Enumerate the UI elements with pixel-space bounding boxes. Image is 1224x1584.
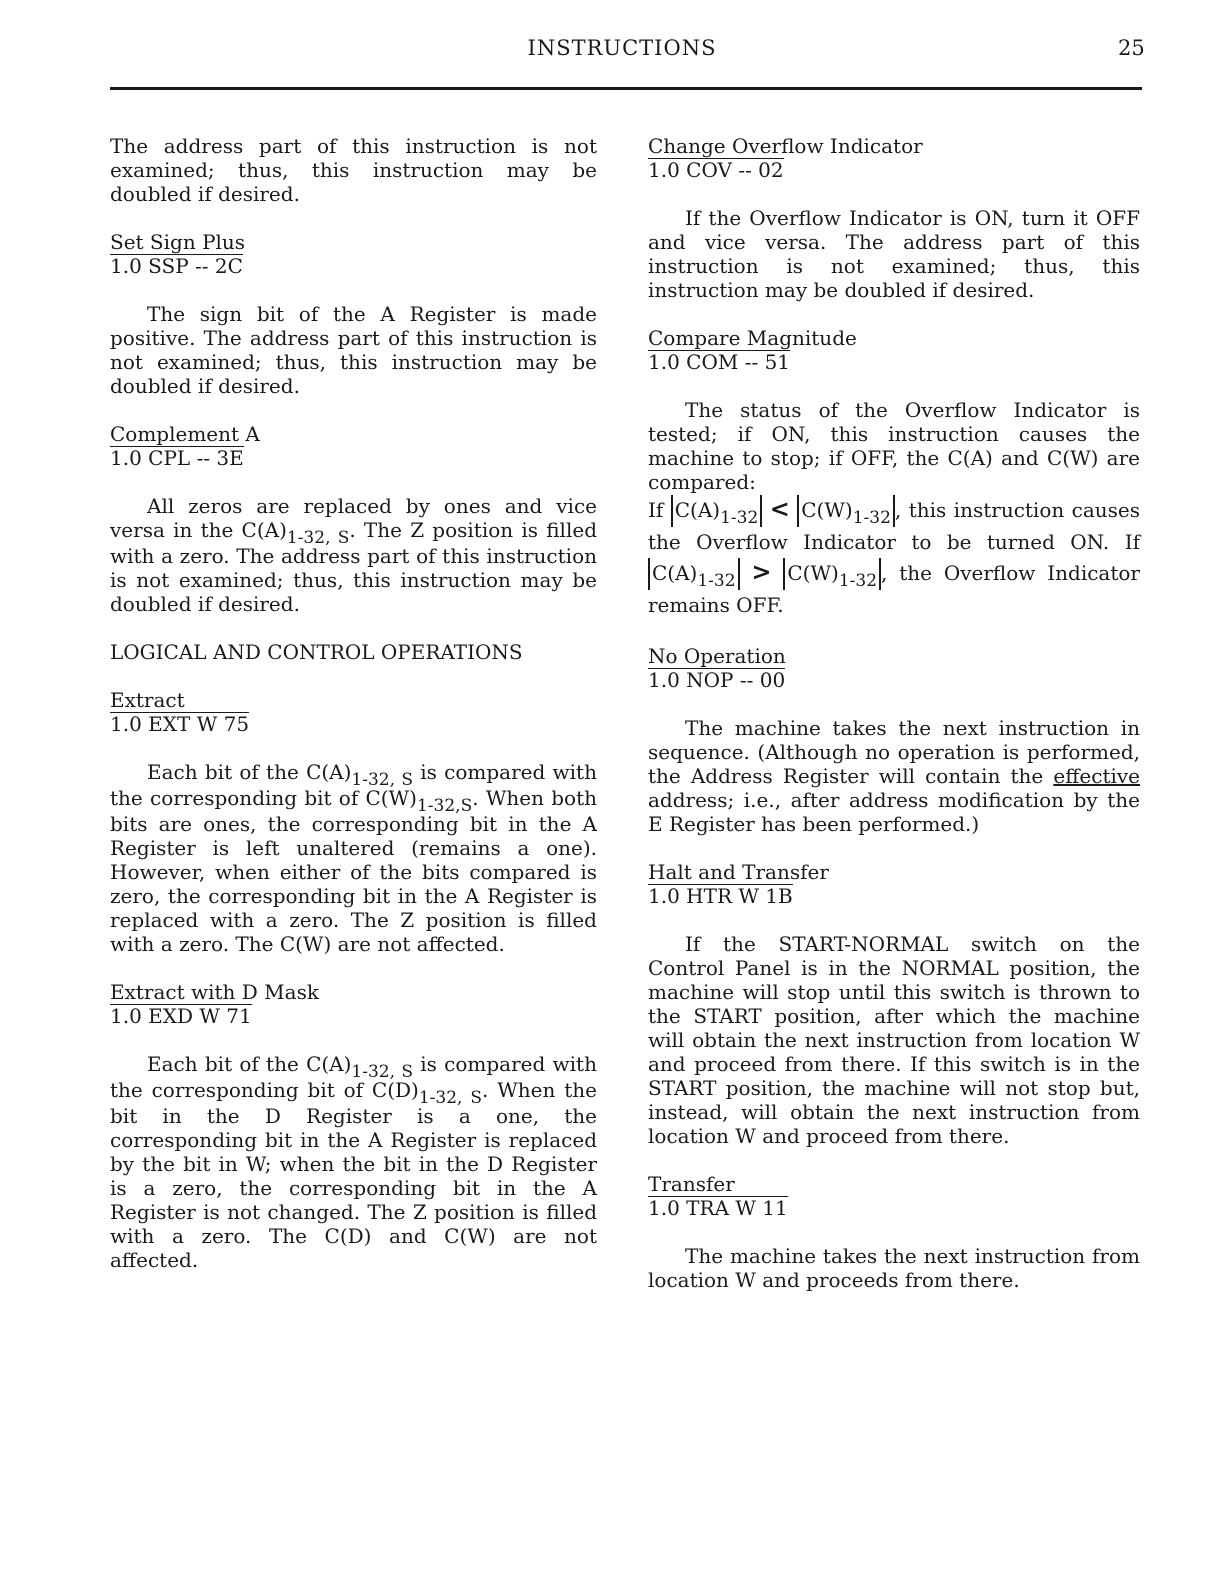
ca-1: C(A) [674,498,721,522]
tra-title: Transfer [648,1172,735,1196]
cpl-title: Complement A [110,422,260,446]
ext-code: 1.0 EXT W 75 [110,712,250,736]
com-if-2: If [1124,530,1140,554]
less-than-symbol: < [769,494,790,523]
htr-description: If the START-NORMAL switch on the Control Panel is in the NORMAL position, the machine will stop until this switch is thrown to the START position, after which the machine will obtain the next instruction from location W and proceed from there. If this switch is in the START position, the machine will not stop but, instead, will obtain the next instruction from location W and proceed from there. [648,932,1140,1148]
abs-cw-2 [783,558,881,590]
nop-underlined: effective [1053,764,1141,788]
ca-sub-2: 1-32 [697,571,736,591]
ssp-description: The sign bit of the A Register is made positive. The address part of this instruction is not examined; thus, this instruction may be doubled if desired. [110,302,597,398]
com-condition-1 [648,494,1140,620]
ext-text-2: is compared with the corresponding bit of C(W) [110,760,597,810]
cw-1: C(W) [801,498,853,522]
nop-title: No Operation [648,644,786,668]
abs-ca-2 [648,558,740,590]
exd-text-3: . When the bit in the D Register is a one, the corresponding bit in the A Register is replaced by the bit in W; when the bit in the D Register is a zero, the corresponding bit in the A Register is not changed. The Z position is filled with a zero. The C(D) and C(W) are not affected. [110,1078,597,1272]
com-result-2: , the Overflow Indicator remains OFF. [648,561,1140,617]
nop-code: 1.0 NOP -- 00 [648,668,786,692]
com-if-1: If [648,498,664,522]
ext-text-3: . When both bits are ones, the corresponding bit in the A Register is left unaltered (remains a one). However, when either of the bits compared is zero, the corresponding bit in the A Register is replaced with a zero. The Z position is filled with a zero. The C(W) are not affected. [110,786,597,956]
cpl-text-1: All zeros are replaced by ones and vice versa in the C(A) [110,494,597,542]
cpl-description [110,494,597,616]
cov-description: If the Overflow Indicator is ON, turn it OFF and vice versa. The address part of this instruction is not examined; thus, this instruction may be doubled if desired. [648,206,1140,302]
cpl-code: 1.0 CPL -- 3E [110,446,244,470]
com-title: Compare Magnitude [648,326,857,350]
abs-ca-1 [671,495,763,527]
exd-text-2: is compared with the corresponding bit of C(D) [110,1052,597,1102]
section-heading: LOGICAL AND CONTROL OPERATIONS [110,640,523,664]
left-column [110,134,597,1272]
ssp-title: Set Sign Plus [110,230,246,254]
ext-subscript-2: 1-32,S [416,796,473,816]
right-column [648,134,1140,1292]
exd-title: Extract with D Mask [110,980,319,1004]
cov-code: 1.0 COV -- 02 [648,158,784,182]
nop-description [648,716,1140,836]
header-rule [110,87,1142,90]
exd-text-1: Each bit of the C(A) [147,1052,352,1076]
tra-description: The machine takes the next instruction from location W and proceeds from there. [648,1244,1140,1292]
ext-description [110,760,597,956]
nop-text-1: The machine takes the next instruction in sequence. (Although no operation is performed, the Address Register will contain the [648,716,1140,788]
greater-than-symbol: > [751,557,772,586]
cov-title: Change Overflow Indicator [648,134,923,158]
intro-paragraph: The address part of this instruction is not examined; thus, this instruction may be doubled if desired. [110,134,597,206]
ext-text-1: Each bit of the C(A) [147,760,352,784]
ca-sub-1: 1-32 [720,508,759,528]
cw-2: C(W) [787,561,839,585]
ext-title: Extract [110,688,185,712]
htr-title: Halt and Transfer [648,860,829,884]
ca-2: C(A) [652,561,698,585]
exd-description [110,1052,597,1272]
abs-cw-1 [797,495,895,527]
com-description: The status of the Overflow Indicator is tested; if ON, this instruction causes the machine to stop; if OFF, the C(A) and C(W) are compared: [648,398,1140,494]
page-number: 25 [1118,36,1145,60]
ext-subscript-1: 1-32, S [351,770,413,790]
cpl-subscript: 1-32, S [286,528,350,548]
exd-subscript-1: 1-32, S [351,1062,413,1082]
exd-code: 1.0 EXD W 71 [110,1004,252,1028]
exd-subscript-2: 1-32, S [418,1088,483,1108]
nop-text-2: address; i.e., after address modification by the E Register has been performed.) [648,788,1140,836]
com-result-1: , this instruction causes the Overflow Indicator to be turned ON. [648,498,1141,554]
cw-sub-1: 1-32 [852,508,891,528]
htr-code: 1.0 HTR W 1B [648,884,793,908]
cw-sub-2: 1-32 [838,571,878,591]
com-code: 1.0 COM -- 51 [648,350,791,374]
ssp-code: 1.0 SSP -- 2C [110,254,243,278]
page-header-title: INSTRUCTIONS [527,36,717,60]
tra-code: 1.0 TRA W 11 [648,1196,788,1220]
cpl-text-2: . The Z position is filled with a zero. The address part of this instruction is not examined; thus, this instruction may be doubled if desired. [110,518,597,616]
